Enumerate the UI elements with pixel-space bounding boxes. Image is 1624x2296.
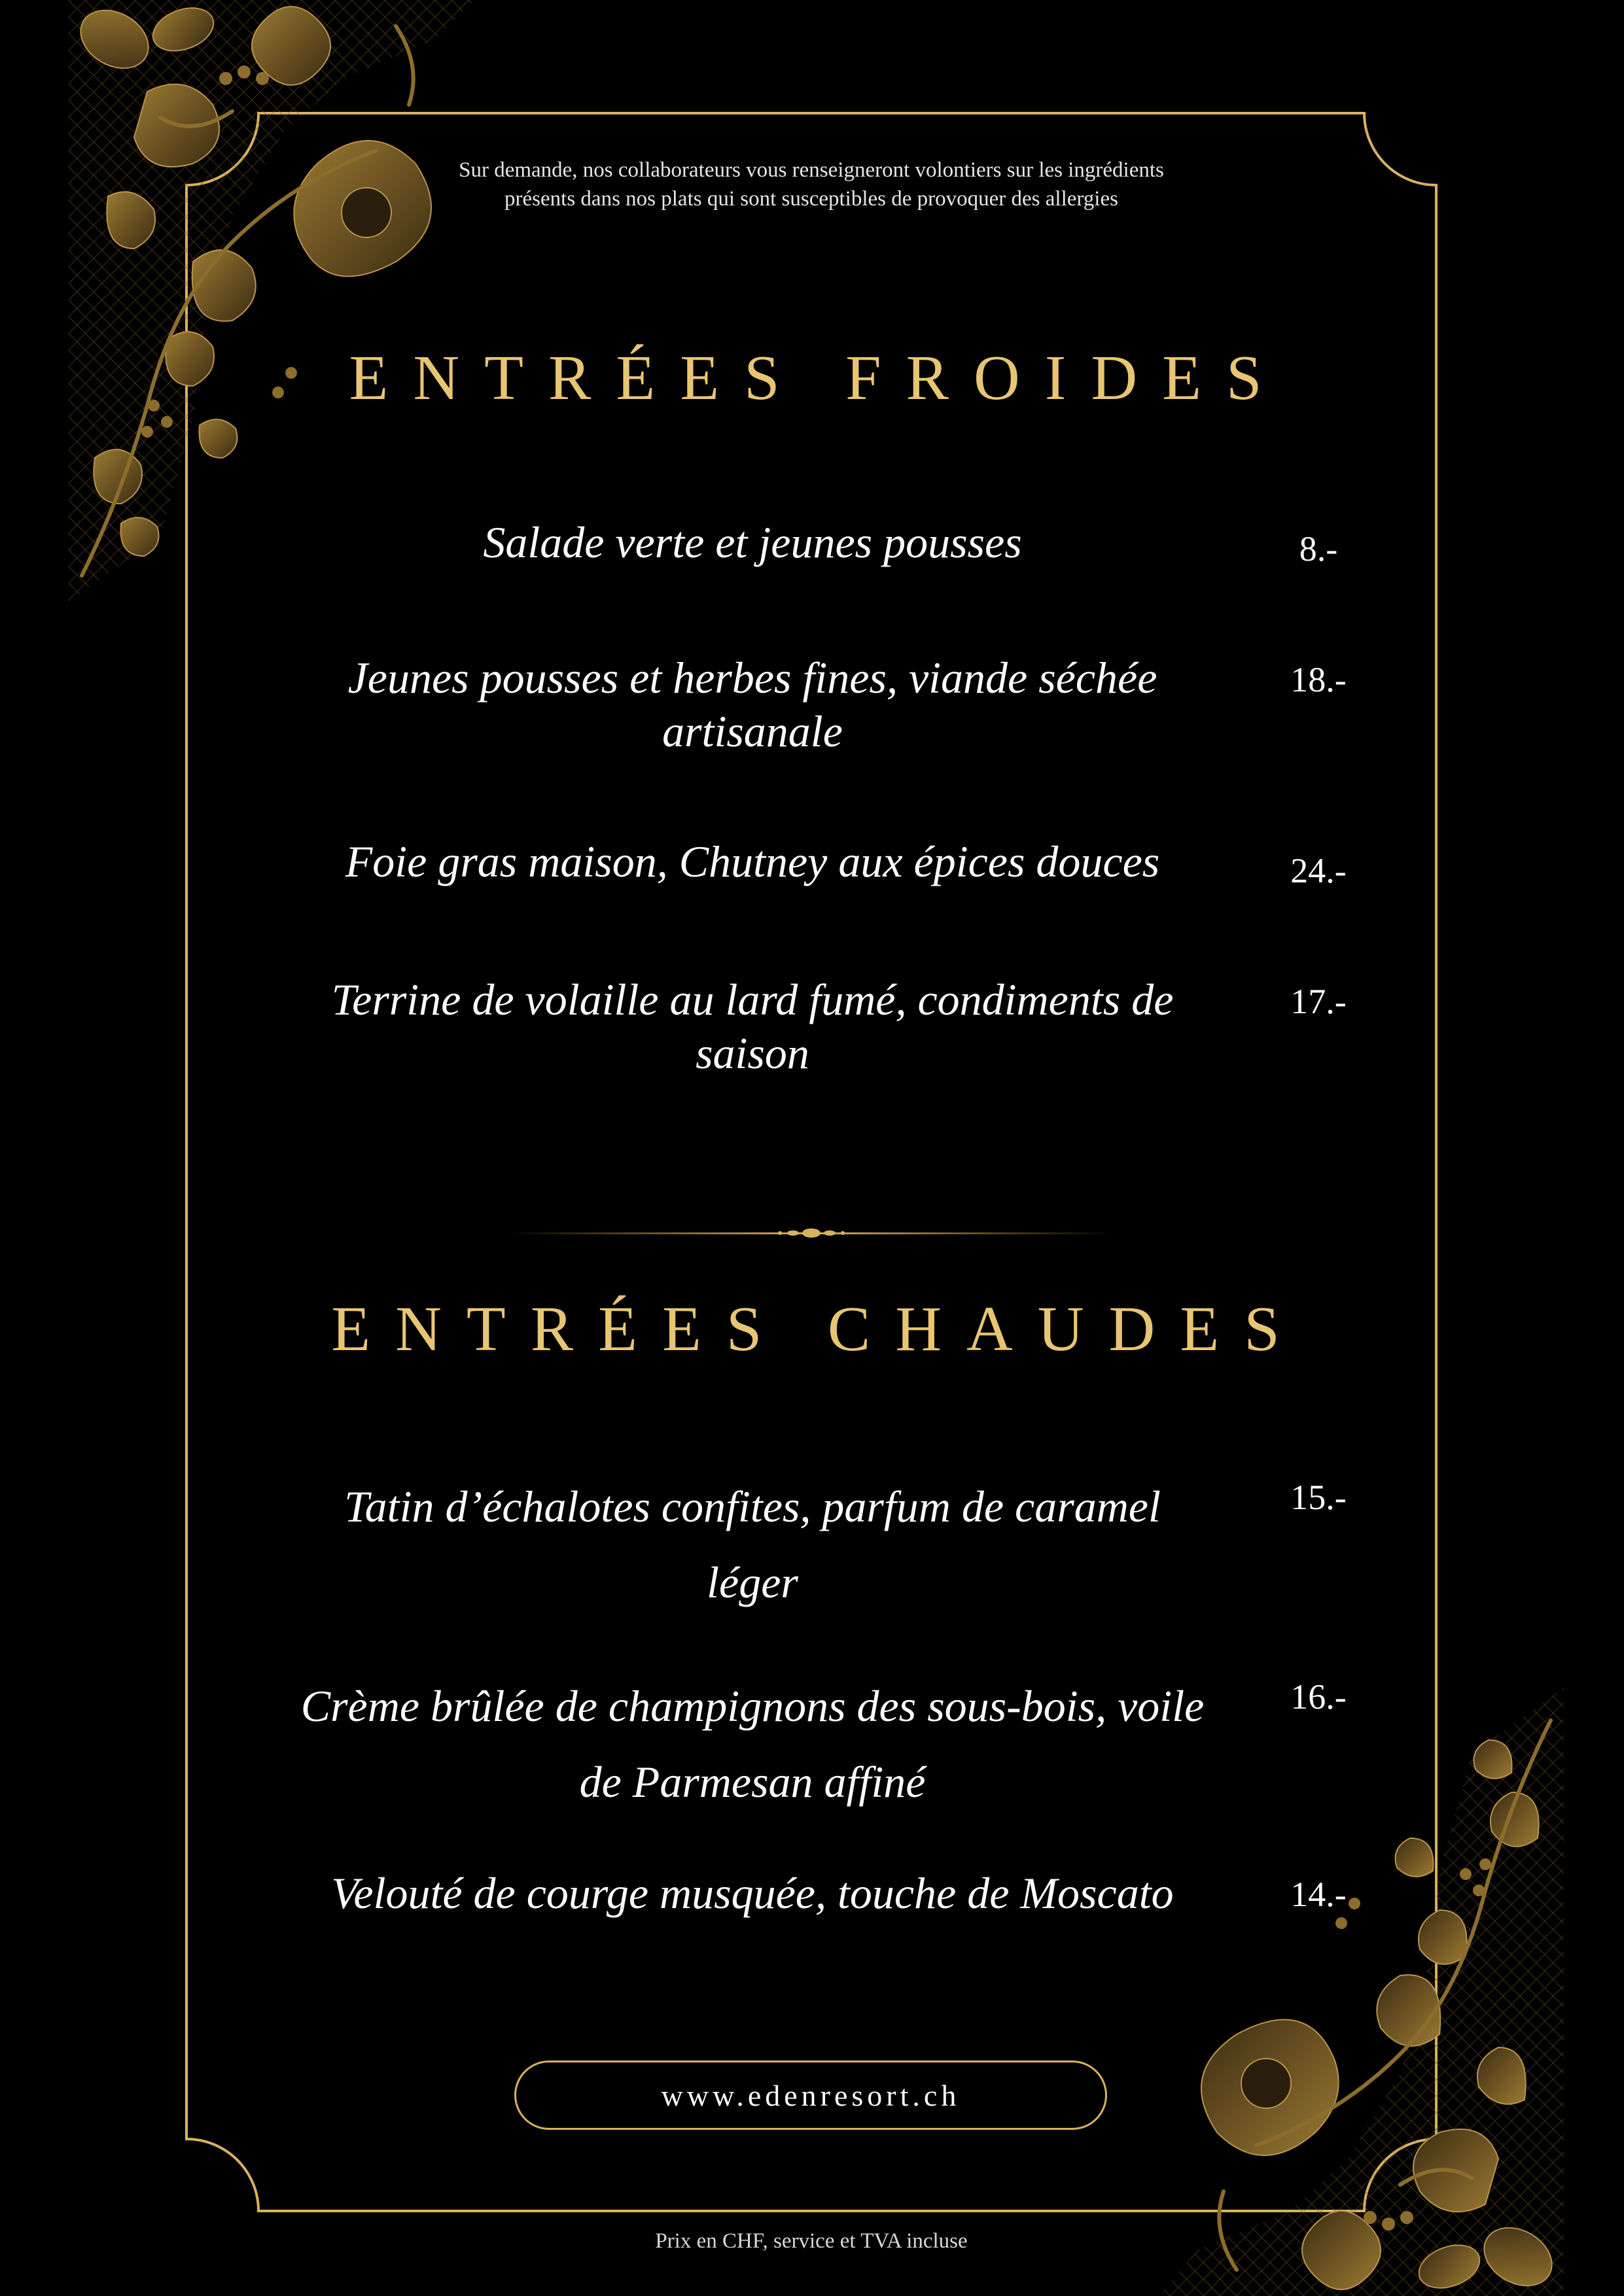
section-title-entrees-chaudes: ENTRÉES CHAUDES [331,1294,1305,1365]
menu-item-price: 15.- [1290,1478,1347,1517]
website-link[interactable]: www.edenresort.ch [514,2061,1107,2130]
gold-lace-corner-icon [69,0,487,602]
menu-item-name [262,1469,1243,1620]
menu-item-price: 24.- [1290,851,1347,890]
menu-item-name [262,651,1243,758]
menu-item-price: 16.- [1290,1677,1347,1716]
menu-item-name [262,517,1243,568]
menu-item-name [262,1868,1243,1919]
menu-item-price: 18.- [1290,660,1347,699]
allergy-note-line-2: présents dans nos plats qui sont susceptibles de provoquer des allergies [504,187,1118,211]
section-title-entrees-froides: ENTRÉES FROIDES [349,343,1287,413]
allergy-note [327,156,1296,213]
item-name-line-2: de Parmesan affiné [579,1757,926,1807]
item-name-line-1: Jeunes pousses et herbes fines, viande séchée [347,653,1157,703]
menu-item-price: 8.- [1299,529,1338,568]
item-name-line-1: Terrine de volaille au lard fumé, condiments de [331,975,1174,1024]
menu-item-name [262,1668,1243,1820]
item-name-line-1: Foie gras maison, Chutney aux épices douces [345,837,1160,886]
menu-item-name [262,836,1243,888]
item-name-line-1: Tatin d’échalotes confites, parfum de caramel [344,1482,1161,1531]
menu-item-price: 14.- [1290,1875,1347,1914]
item-name-line-2: saison [696,1028,809,1078]
menu-item-name [262,973,1243,1080]
ornamental-divider-icon [510,1222,1112,1245]
allergy-note-line-1: Sur demande, nos collaborateurs vous renseigneront volontiers sur les ingrédients [459,158,1164,182]
item-name-line-1: Velouté de courge musquée, touche de Moscato [331,1868,1174,1918]
menu-item-price: 17.- [1290,982,1347,1021]
item-name-line-1: Crème brûlée de champignons des sous-bois, voile [300,1681,1205,1731]
item-name-line-1: Salade verte et jeunes pousses [483,517,1022,567]
item-name-line-2: artisanale [662,706,843,756]
price-footer-note: Prix en CHF, service et TVA incluse [655,2229,968,2253]
item-name-line-2: léger [707,1557,798,1607]
